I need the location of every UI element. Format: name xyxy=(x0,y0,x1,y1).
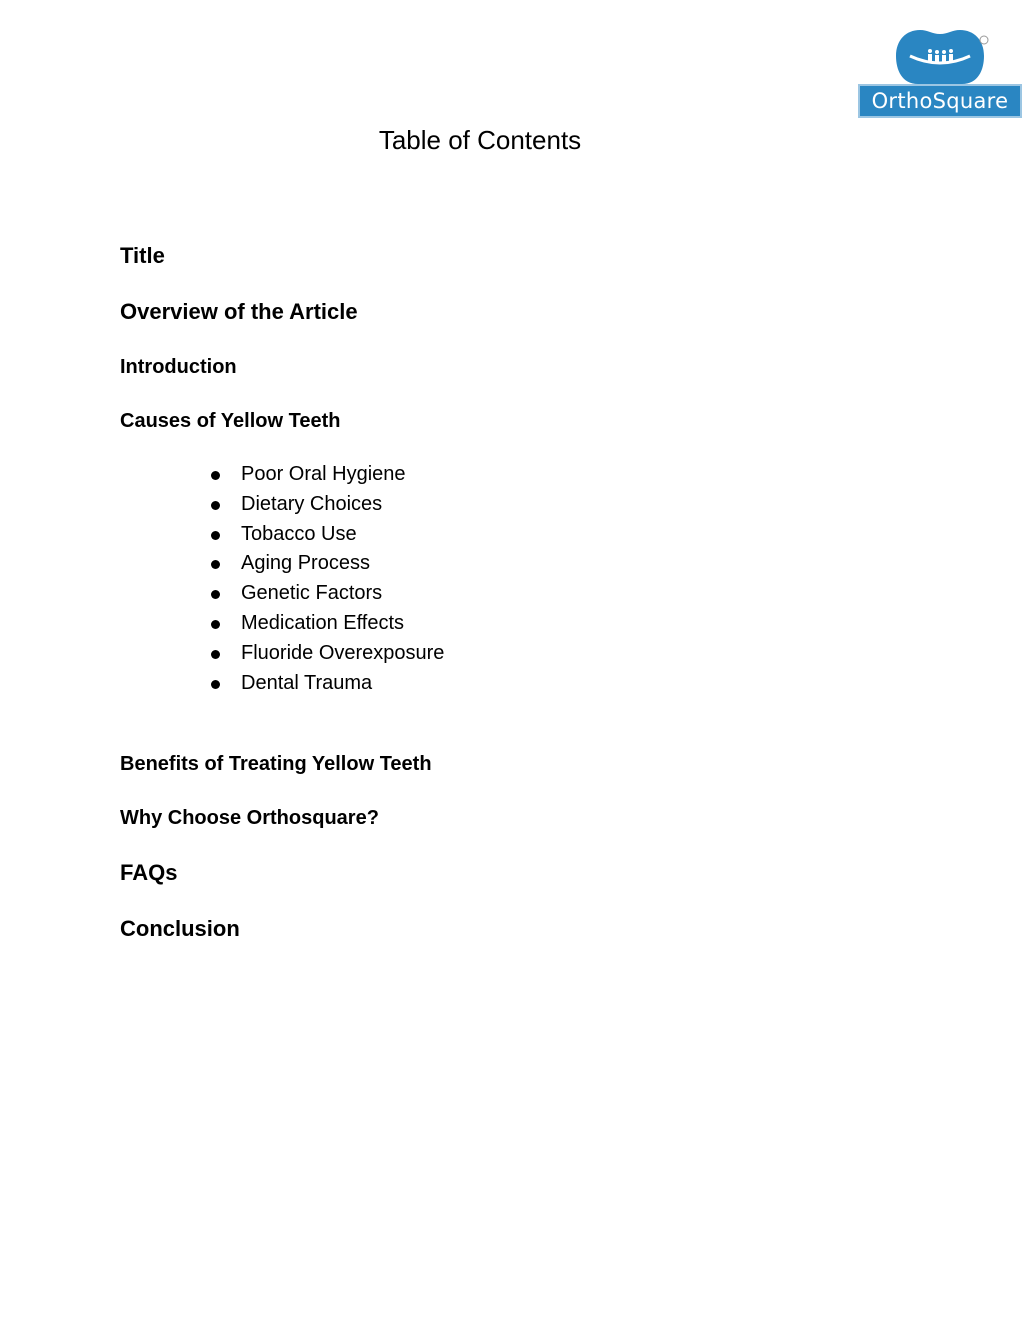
list-item-label: Dental Trauma xyxy=(241,671,373,694)
toc-item-why-choose[interactable]: Why Choose Orthosquare? xyxy=(120,807,379,829)
list-item-label: Medication Effects xyxy=(241,611,405,634)
bullet-icon xyxy=(211,680,220,689)
toc-item-benefits[interactable]: Benefits of Treating Yellow Teeth xyxy=(120,753,432,775)
toc-item-title[interactable]: Title xyxy=(120,243,165,268)
toc-item-overview[interactable]: Overview of the Article xyxy=(120,299,358,324)
orthosquare-logo xyxy=(856,26,1024,122)
toc-item-introduction[interactable]: Introduction xyxy=(120,356,237,378)
bullet-icon xyxy=(211,560,220,569)
list-item[interactable] xyxy=(210,639,444,669)
list-item[interactable] xyxy=(210,520,444,550)
list-item-label: Tobacco Use xyxy=(241,522,357,545)
list-item[interactable] xyxy=(210,490,444,520)
list-item[interactable] xyxy=(210,579,444,609)
list-item[interactable] xyxy=(210,460,444,490)
list-item-label: Aging Process xyxy=(241,552,370,575)
bullet-icon xyxy=(211,650,220,659)
list-item[interactable] xyxy=(210,549,444,579)
toc-item-causes[interactable]: Causes of Yellow Teeth xyxy=(120,410,341,432)
list-item-label: Poor Oral Hygiene xyxy=(241,463,406,485)
bullet-icon xyxy=(211,471,220,480)
list-item-label: Genetic Factors xyxy=(241,582,383,605)
bullet-icon xyxy=(211,501,220,510)
page-title: Table of Contents xyxy=(378,125,582,155)
logo-wordmark: OrthoSquare xyxy=(858,84,1022,118)
bullet-icon xyxy=(211,590,220,599)
list-item[interactable] xyxy=(210,609,444,639)
bullet-icon xyxy=(211,531,220,540)
causes-list xyxy=(210,460,444,698)
toc-item-faqs[interactable]: FAQs xyxy=(120,860,178,885)
list-item[interactable] xyxy=(210,669,444,699)
tooth-icon xyxy=(856,26,1024,88)
list-item-label: Fluoride Overexposure xyxy=(241,641,445,664)
toc-item-conclusion[interactable]: Conclusion xyxy=(120,916,240,941)
bullet-icon xyxy=(211,620,220,629)
list-item-label: Dietary Choices xyxy=(241,492,383,515)
